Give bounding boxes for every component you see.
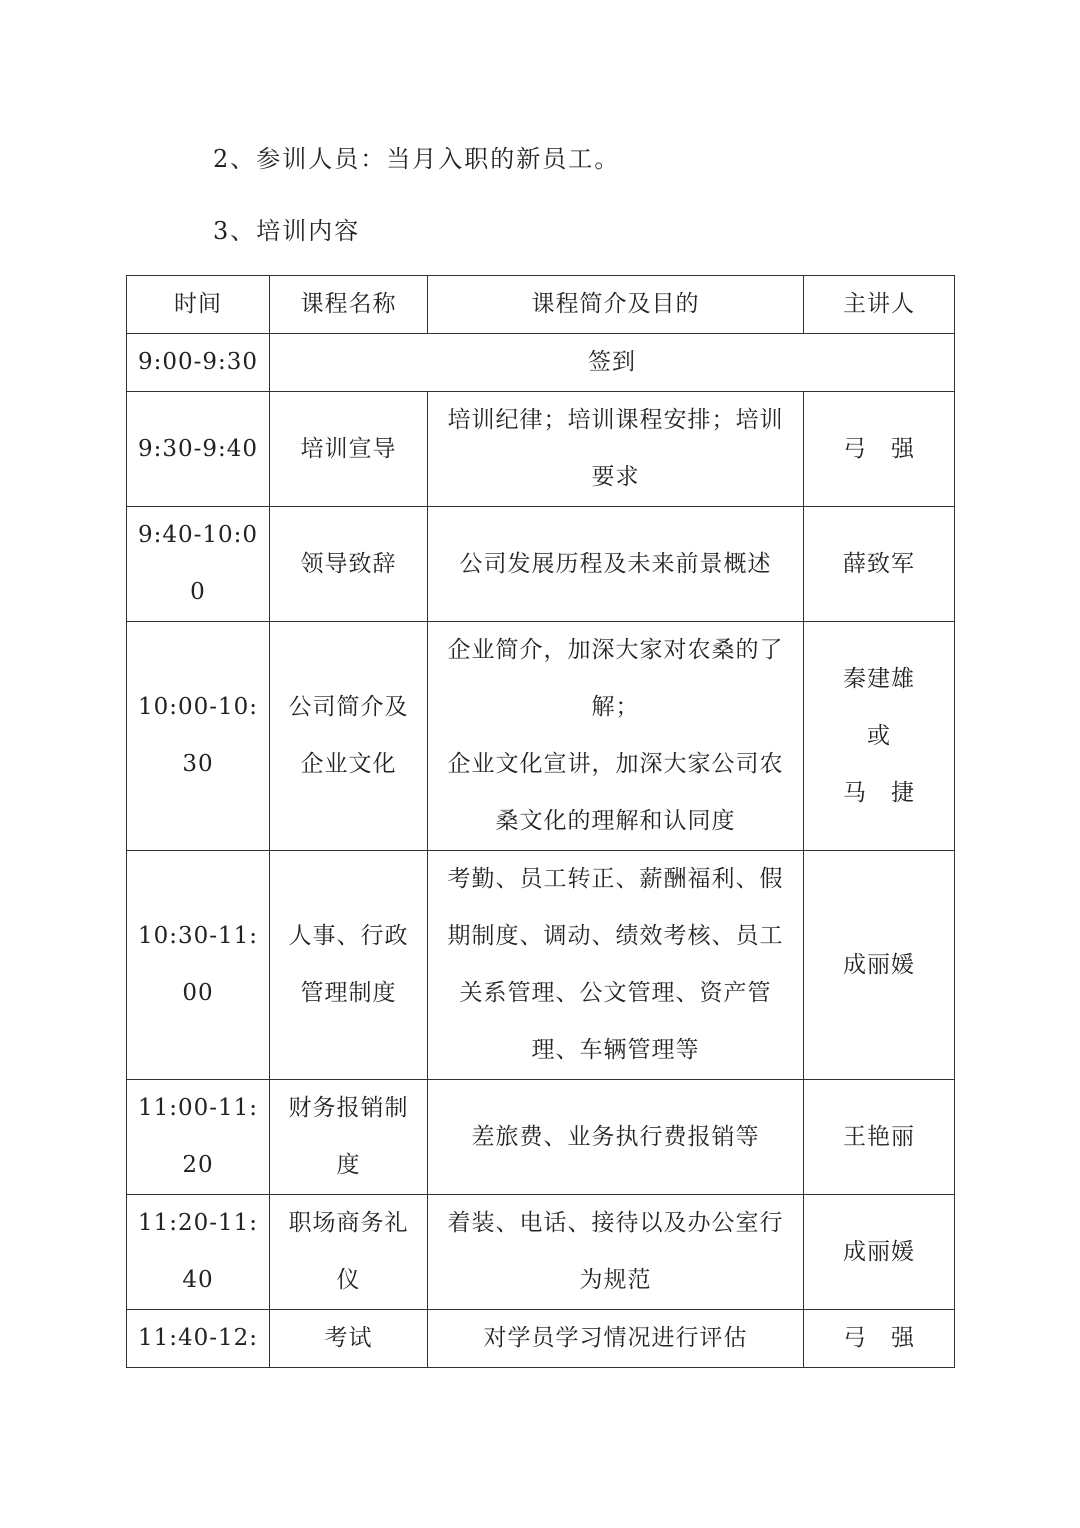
speaker-cell: 王艳丽	[804, 1080, 955, 1195]
speaker-cell: 弓 强	[804, 392, 955, 507]
course-cell: 人事、行政管理制度	[270, 851, 428, 1080]
table-row-signin	[127, 334, 955, 392]
course-cell: 领导致辞	[270, 507, 428, 622]
time-cell: 11:40-12:	[127, 1310, 270, 1368]
course-cell: 培训宣导	[270, 392, 428, 507]
description-cell: 公司发展历程及未来前景概述	[428, 507, 804, 622]
header-time: 时间	[127, 276, 270, 334]
table-row	[127, 622, 955, 851]
speaker-cell: 成丽媛	[804, 851, 955, 1080]
description-line: 企业简介，加深大家对农桑的了解；	[447, 637, 784, 720]
table-row	[127, 1310, 955, 1368]
speaker-line: 或	[867, 722, 891, 749]
speaker-line: 秦建雄	[843, 665, 915, 692]
header-course: 课程名称	[270, 276, 428, 334]
time-cell: 9:40-10:00	[127, 507, 270, 622]
description-cell	[428, 622, 804, 851]
speaker-cell: 薛致军	[804, 507, 955, 622]
time-cell: 10:30-11:00	[127, 851, 270, 1080]
description-cell: 培训纪律；培训课程安排；培训要求	[428, 392, 804, 507]
description-cell: 着装、电话、接待以及办公室行为规范	[428, 1195, 804, 1310]
course-cell: 职场商务礼仪	[270, 1195, 428, 1310]
table-row	[127, 851, 955, 1080]
course-cell: 公司简介及企业文化	[270, 622, 428, 851]
header-description: 课程简介及目的	[428, 276, 804, 334]
description-line: 企业文化宣讲，加深大家公司农桑文化的理解和认同度	[447, 751, 784, 834]
speaker-cell: 弓 强	[804, 1310, 955, 1368]
speaker-cell: 成丽媛	[804, 1195, 955, 1310]
training-schedule-table	[126, 275, 955, 1368]
course-cell: 财务报销制度	[270, 1080, 428, 1195]
speaker-cell	[804, 622, 955, 851]
description-cell: 差旅费、业务执行费报销等	[428, 1080, 804, 1195]
description-cell: 对学员学习情况进行评估	[428, 1310, 804, 1368]
table-row	[127, 1080, 955, 1195]
training-content-heading: 3、培训内容	[213, 217, 361, 245]
time-cell: 9:30-9:40	[127, 392, 270, 507]
time-cell: 10:00-10:30	[127, 622, 270, 851]
course-cell: 考试	[270, 1310, 428, 1368]
speaker-line: 马 捷	[843, 779, 915, 806]
table-header-row	[127, 276, 955, 334]
time-cell: 11:00-11:20	[127, 1080, 270, 1195]
table-row	[127, 1195, 955, 1310]
table-row	[127, 392, 955, 507]
time-cell: 11:20-11:40	[127, 1195, 270, 1310]
time-cell: 9:00-9:30	[127, 334, 270, 392]
signin-cell: 签到	[270, 334, 955, 392]
header-speaker: 主讲人	[804, 276, 955, 334]
table-row	[127, 507, 955, 622]
description-cell: 考勤、员工转正、薪酬福利、假期制度、调动、绩效考核、员工关系管理、公文管理、资产管理、车辆管理等	[428, 851, 804, 1080]
attendees-paragraph: 2、参训人员：当月入职的新员工。	[213, 145, 621, 173]
